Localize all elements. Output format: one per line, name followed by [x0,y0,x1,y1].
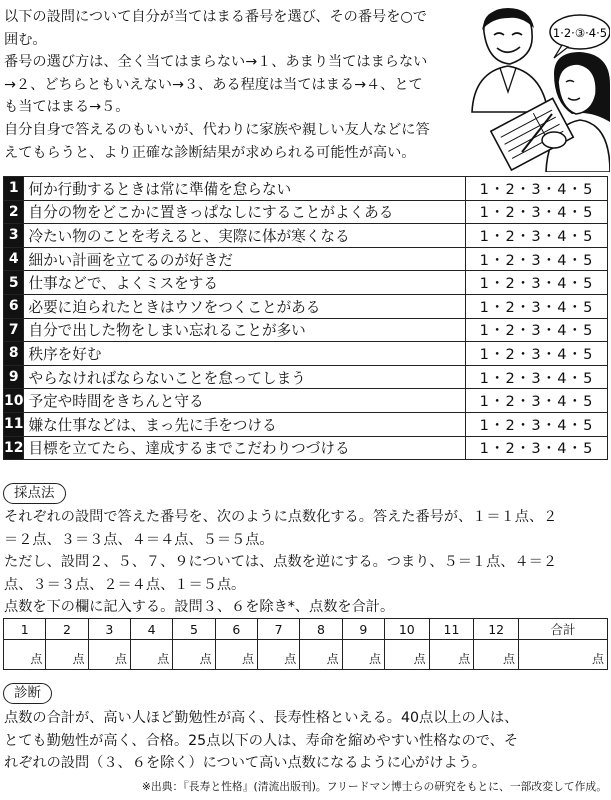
diagnosis-badge: 診断 [3,683,52,704]
intro-paragraph: 番号の選び方は、全く当てはまらない→１、あまり当てはまらない →２、どちらともいえない→３、ある程度は当てはまる→４、とて も当てはまる→５。 [4,54,428,116]
question-number: 5 [4,271,24,295]
question-row [4,271,608,295]
score-cell[interactable]: 点 [342,640,384,670]
question-number: 2 [4,200,24,224]
question-number: 1 [4,177,24,201]
score-column-header: 1 [4,619,46,640]
score-column-header: 8 [300,619,342,640]
answer-scale[interactable]: 1・2・3・4・5 [466,318,608,342]
answer-scale[interactable]: 1・2・3・4・5 [466,365,608,389]
question-text: 必要に迫られたときはウソをつくことがある [24,294,466,318]
question-row [4,365,608,389]
score-cell[interactable]: 点 [384,640,429,670]
score-column-header: 4 [130,619,172,640]
question-row [4,412,608,436]
score-cell[interactable]: 点 [46,640,88,670]
bubble-text: 1·2·③·4·5 [552,26,608,40]
question-number: 3 [4,224,24,248]
score-cell[interactable]: 点 [4,640,46,670]
question-row [4,342,608,366]
score-column-header: 12 [474,619,519,640]
score-column-header: 10 [384,619,429,640]
score-column-header: 11 [429,619,474,640]
score-column-header: 7 [257,619,299,640]
source-note: ※出典：『長寿と性格』(清流出版刊)。フリードマン博士らの研究をもとに、一部改変して作成。 [141,780,607,793]
question-row [4,200,608,224]
score-cell[interactable]: 点 [130,640,172,670]
answer-scale[interactable]: 1・2・3・4・5 [466,412,608,436]
score-cell[interactable]: 点 [429,640,474,670]
question-row [4,389,608,413]
answer-scale[interactable]: 1・2・3・4・5 [466,200,608,224]
question-text: 目標を立てたら、達成するまでこだわりつづける [24,436,466,460]
question-row [4,177,608,201]
question-text: やらなければならないことを怠ってしまう [24,365,466,389]
answer-scale[interactable]: 1・2・3・4・5 [466,436,608,460]
answer-scale[interactable]: 1・2・3・4・5 [466,177,608,201]
question-number: 4 [4,247,24,271]
answer-scale[interactable]: 1・2・3・4・5 [466,342,608,366]
question-number: 6 [4,294,24,318]
question-number: 12 [4,436,24,460]
score-cell[interactable]: 点 [88,640,130,670]
question-text: 予定や時間をきちんと守る [24,389,466,413]
score-input-row [4,640,608,670]
question-text: 自分で出した物をしまい忘れることが多い [24,318,466,342]
question-text: 何か行動するときは常に準備を怠らない [24,177,466,201]
question-number: 11 [4,412,24,436]
scoring-badge: 採点法 [3,483,66,504]
score-total-cell[interactable]: 点 [519,640,608,670]
score-column-header: 6 [215,619,257,640]
score-cell[interactable]: 点 [474,640,519,670]
question-number: 9 [4,365,24,389]
intro-paragraph: 以下の設問について自分が当てはまる番号を選び、その番号を○で 囲む。 [4,9,427,48]
answer-scale[interactable]: 1・2・3・4・5 [466,247,608,271]
question-text: 仕事などで、よくミスをする [24,271,466,295]
score-entry-table [3,618,608,670]
questionnaire-illustration [462,2,610,172]
question-text: 細かい計画を立てるのが好きだ [24,247,466,271]
score-column-header: 9 [342,619,384,640]
answer-scale[interactable]: 1・2・3・4・5 [466,389,608,413]
question-text: 自分の物をどこかに置きっぱなしにすることがよくある [24,200,466,224]
score-column-header: 5 [173,619,215,640]
answer-scale[interactable]: 1・2・3・4・5 [466,271,608,295]
question-row [4,436,608,460]
intro-text [4,6,462,164]
question-number: 7 [4,318,24,342]
score-cell[interactable]: 点 [215,640,257,670]
question-table [3,176,608,460]
intro-paragraph: 自分自身で答えるのもいいが、代わりに家族や親しい友人などに答 えてもらうと、より正確な診断結果が求められる可能性が高い。 [4,121,430,161]
question-text: 冷たい物のことを考えると、実際に体が寒くなる [24,224,466,248]
people-drawing [462,2,610,172]
question-text: 嫌な仕事などは、まっ先に手をつける [24,412,466,436]
score-total-header: 合計 [519,619,608,640]
question-row [4,247,608,271]
question-number: 10 [4,389,24,413]
score-cell[interactable]: 点 [257,640,299,670]
score-column-header: 2 [46,619,88,640]
score-cell[interactable]: 点 [300,640,342,670]
question-row [4,318,608,342]
scoring-paragraph: それぞれの設問で答えた番号を、次のように点数化する。答えた番号が、１＝１点、２ ＝２点、３＝３点、４＝４点、５＝５点。 ただし、設問２、５、７、９については、点数を逆にする。つまり、５＝１点、４＝２ 点、３＝３点、２＝４点、１＝５点。 点数を下の欄に記入する。設問３、６を除き*、点数を合計。 [4,509,558,616]
score-column-header: 3 [88,619,130,640]
diagnosis-text [4,707,608,775]
question-number: 8 [4,342,24,366]
scoring-instructions [4,506,608,619]
diagnosis-paragraph: 点数の合計が、高い人ほど勤勉性が高く、長寿性格といえる。40点以上の人は、 とても勤勉性が高く、合格。25点以下の人は、寿命を縮めやすい性格なので、そ れぞれの設問（３、６を除く）について高い点数になるように心がけよう。 [4,710,519,772]
question-row [4,294,608,318]
answer-scale[interactable]: 1・2・3・4・5 [466,294,608,318]
score-cell[interactable]: 点 [173,640,215,670]
question-text: 秩序を好む [24,342,466,366]
answer-scale[interactable]: 1・2・3・4・5 [466,224,608,248]
score-header-row [4,619,608,640]
question-row [4,224,608,248]
